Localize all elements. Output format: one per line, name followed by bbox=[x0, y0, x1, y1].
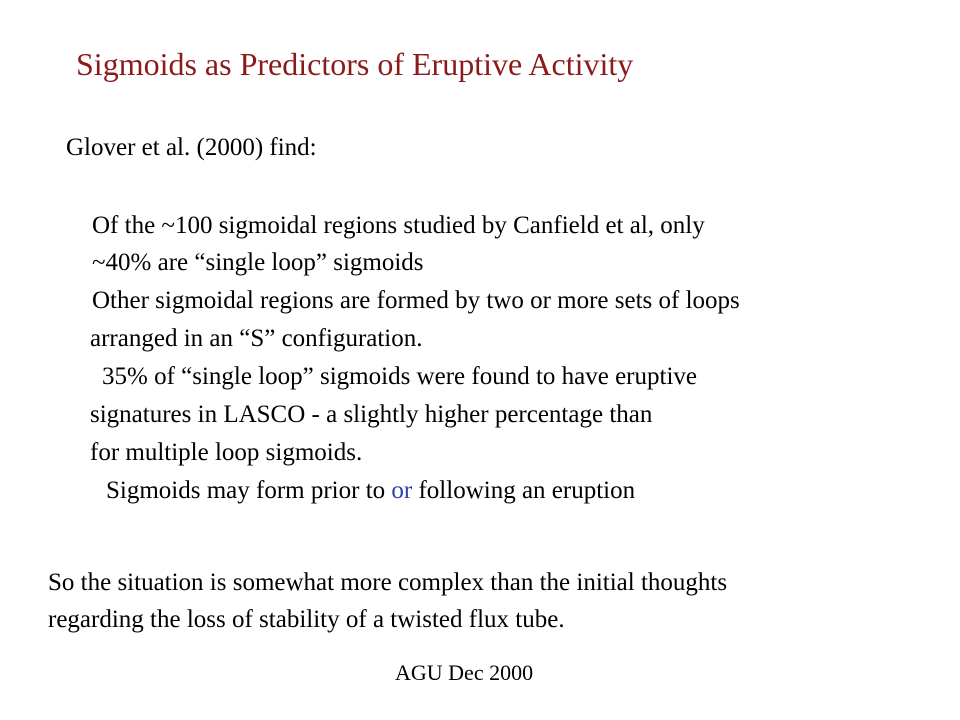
bullet-2-line-1 bbox=[66, 287, 740, 315]
bullet-1-line-2: ~40% are “single loop” sigmoids bbox=[92, 249, 424, 276]
bullet-text-after: following an eruption bbox=[412, 477, 636, 504]
bullet-2-line-2: arranged in an “S” configuration. bbox=[90, 325, 423, 352]
bullet-text-before: Sigmoids may form prior to bbox=[106, 477, 392, 504]
intro-text: Glover et al. (2000) find: bbox=[66, 134, 317, 161]
bullet-4-line-1 bbox=[66, 477, 635, 505]
slide-title: Sigmoids as Predictors of Eruptive Activity bbox=[76, 46, 634, 82]
bullet-text: 35% of “single loop” sigmoids were found to have eruptive bbox=[102, 363, 697, 390]
conclusion-line-1: So the situation is somewhat more complex than the initial thoughts bbox=[48, 569, 728, 596]
bullet-text: Of the ~100 sigmoidal regions studied by Canfield et al, only bbox=[92, 212, 705, 239]
conclusion-line-2: regarding the loss of stability of a twisted flux tube. bbox=[48, 606, 565, 633]
bullet-text: Other sigmoidal regions are formed by two or more sets of loops bbox=[92, 287, 740, 314]
bullet-highlight-word: or bbox=[391, 477, 413, 504]
bullet-1-line-1 bbox=[66, 212, 705, 240]
footer-text: AGU Dec 2000 bbox=[395, 660, 534, 685]
bullet-3-line-3: for multiple loop sigmoids. bbox=[90, 439, 363, 466]
bullet-3-line-2: signatures in LASCO - a slightly higher percentage than bbox=[90, 401, 653, 428]
bullet-3-line-1 bbox=[66, 363, 697, 391]
